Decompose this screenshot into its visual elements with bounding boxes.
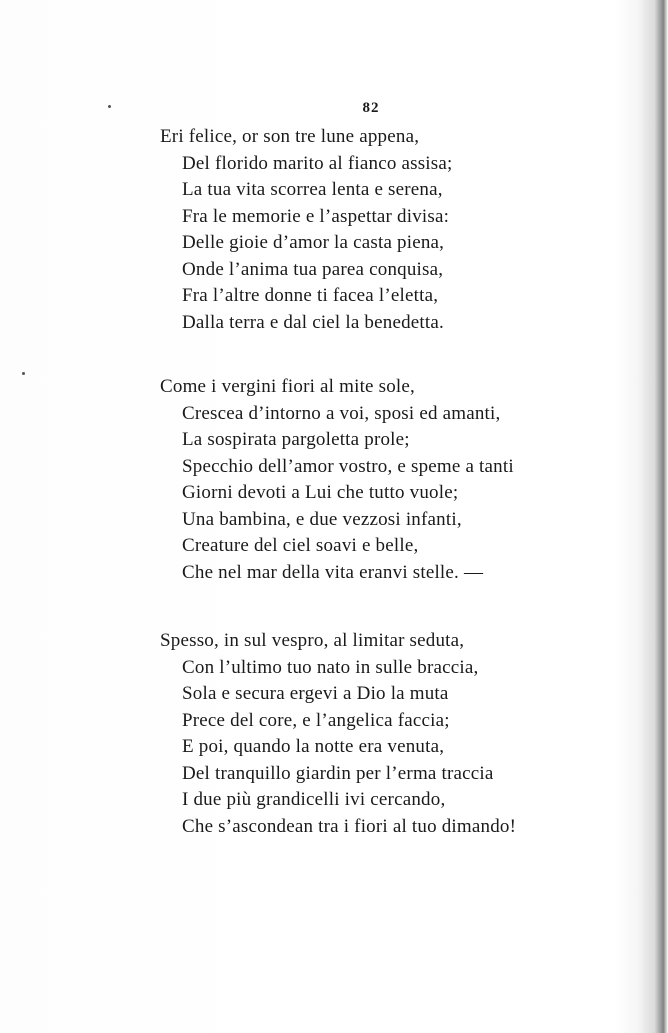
verse-line: Una bambina, e due vezzosi infanti, (182, 508, 462, 530)
verse-line: Come i vergini fiori al mite sole, (160, 376, 415, 397)
verse-line: Che s’ascondean tra i fiori al tuo dimando! (182, 815, 517, 837)
ink-speck (108, 105, 111, 108)
verse-line: Fra l’altre donne ti facea l’eletta, (182, 285, 439, 306)
verse-line: I due più grandicelli ivi cercando, (182, 789, 446, 810)
ink-speck (22, 372, 25, 375)
verse-line: E poi, quando la notte era venuta, (182, 736, 445, 757)
verse-line: La sospirata pargoletta prole; (182, 429, 410, 450)
page-number: 82 (362, 100, 380, 116)
verse-line: Spesso, in sul vespro, al limitar seduta, (160, 630, 465, 651)
verse-line: Sola e secura ergevi a Dio la muta (182, 683, 449, 704)
verse-line: Che nel mar della vita eranvi stelle. — (182, 561, 484, 583)
verse-line: Creature del ciel soavi e belle, (182, 535, 419, 556)
stanza-1 (160, 124, 600, 336)
verse-line: Giorni devoti a Lui che tutto vuole; (182, 482, 459, 503)
stanza-3 (160, 628, 600, 840)
verse-line: Specchio dell’amor vostro, e speme a tanti (182, 455, 514, 477)
verse-line: Crescea d’intorno a voi, sposi ed amanti, (182, 402, 501, 424)
verse-line: Fra le memorie e l’aspettar divisa: (182, 205, 450, 227)
stanza-2 (160, 374, 600, 586)
verse-line: Con l’ultimo tuo nato in sulle braccia, (182, 656, 479, 678)
verse-line: Delle gioie d’amor la casta piena, (182, 232, 445, 253)
verse-line: Del florido marito al fianco assisa; (182, 152, 453, 174)
verse-line: La tua vita scorrea lenta e serena, (182, 179, 443, 200)
verse-line: Eri felice, or son tre lune appena, (160, 126, 420, 147)
verse-line: Dalla terra e dal ciel la benedetta. (182, 311, 444, 333)
verse-line: Onde l’anima tua parea conquisa, (182, 258, 444, 280)
verse-line: Del tranquillo giardin per l’erma traccia (182, 762, 494, 784)
verse-line: Prece del core, e l’angelica faccia; (182, 709, 450, 731)
page-edge-shadow (638, 0, 668, 1033)
